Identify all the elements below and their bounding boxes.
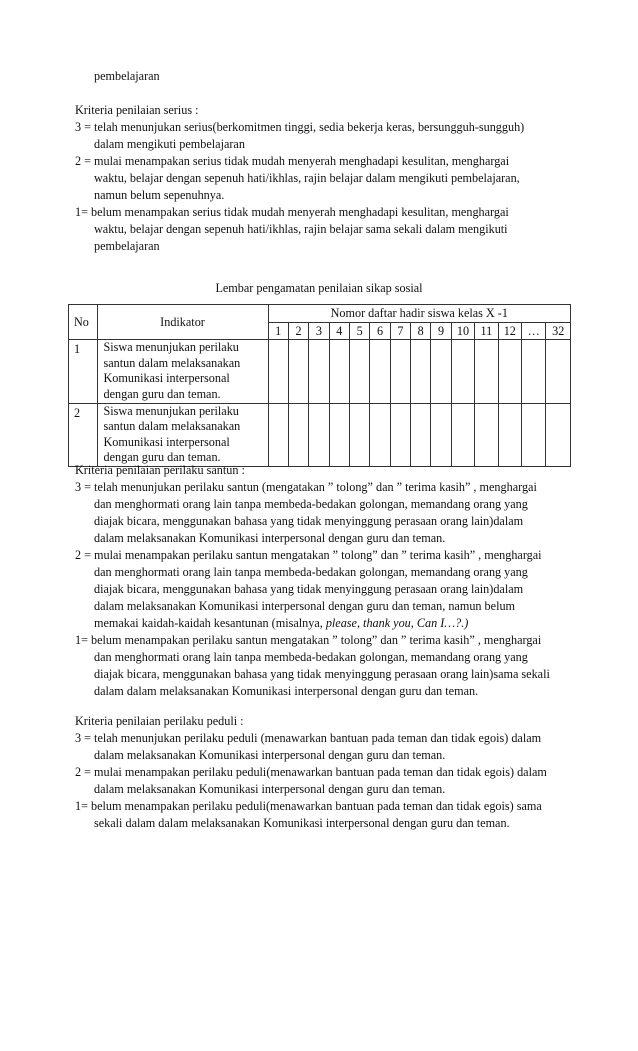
score-cell[interactable]: [390, 340, 410, 403]
text-line: diajak bicara, menggunakan bahasa yang tidak menyinggung perasaan orang lain)dalam: [94, 582, 524, 596]
student-number: 1: [268, 322, 288, 340]
text-line: dan menghormati orang lain tanpa membeda-bedakan golongan, memandang orang yang: [94, 497, 528, 511]
text-line: pembelajaran: [94, 69, 160, 83]
text-line: [94, 615, 468, 632]
student-number: 5: [349, 322, 369, 340]
score-cell[interactable]: [546, 340, 571, 403]
score-cell[interactable]: [411, 340, 431, 403]
score-cell[interactable]: [370, 340, 390, 403]
text-line: waktu, belajar dengan sepenuh hati/ikhlas, rajin belajar dalam mengikuti pembelajaran,: [94, 171, 520, 185]
indikator-line: Komunikasi interpersonal: [103, 434, 230, 449]
text-line: dalam mengikuti pembelajaran: [94, 137, 245, 151]
score-cell[interactable]: [431, 340, 451, 403]
score-cell[interactable]: [521, 403, 545, 466]
score-cell[interactable]: [475, 403, 498, 466]
criteria-heading-santun: Kriteria penilaian perilaku santun :: [75, 463, 245, 477]
text-line: dalam dalam melaksanakan Komunikasi interpersonal dengan guru dan teman.: [94, 684, 479, 698]
score-cell[interactable]: [309, 403, 329, 466]
score-cell[interactable]: [329, 340, 349, 403]
student-number: 32: [546, 322, 571, 340]
score-cell[interactable]: [268, 340, 288, 403]
text-line: pembelajaran: [94, 239, 160, 253]
text-line: 3 = telah menunjukan serius(berkomitmen tinggi, sedia bekerja keras, bersungguh-sungguh): [75, 120, 525, 134]
indikator-line: Siswa menunjukan perilaku: [103, 403, 239, 418]
score-cell[interactable]: [329, 403, 349, 466]
score-cell[interactable]: [411, 403, 431, 466]
student-number: 10: [451, 322, 474, 340]
column-header-group: Nomor daftar hadir siswa kelas X -1: [268, 305, 570, 323]
score-cell[interactable]: [498, 340, 521, 403]
student-number: 3: [309, 322, 329, 340]
score-cell[interactable]: [288, 340, 308, 403]
table-row: [69, 340, 571, 403]
text-line: 3 = telah menunjukan perilaku santun (mengatakan ” tolong” dan ” terima kasih” , menghargai: [75, 480, 537, 494]
score-cell[interactable]: [451, 403, 474, 466]
row-number: 1: [69, 340, 98, 403]
text-line: 1= belum menampakan serius tidak mudah menyerah menghadapi kesulitan, menghargai: [75, 205, 509, 219]
score-cell[interactable]: [451, 340, 474, 403]
score-cell[interactable]: [288, 403, 308, 466]
score-cell[interactable]: [309, 340, 329, 403]
text-line: 2 = mulai menampakan serius tidak mudah menyerah menghadapi kesulitan, menghargai: [75, 154, 510, 168]
criteria-heading-peduli: Kriteria penilaian perilaku peduli :: [75, 714, 244, 728]
indikator-line: dengan guru dan teman.: [103, 386, 221, 401]
student-number: 9: [431, 322, 451, 340]
score-cell[interactable]: [498, 403, 521, 466]
text-line: namun belum sepenuhnya.: [94, 188, 225, 202]
score-cell[interactable]: [349, 403, 369, 466]
indikator-line: santun dalam melaksanakan: [103, 419, 241, 434]
text-line: waktu, belajar dengan sepenuh hati/ikhlas, rajin belajar sama sekali dalam mengikuti: [94, 222, 508, 236]
text-line: dan menghormati orang lain tanpa membeda-bedakan golongan, memandang orang yang: [94, 565, 528, 579]
text-line: 1= belum menampakan perilaku santun mengatakan ” tolong” dan ” terima kasih” , menghargai: [75, 633, 542, 647]
student-number: 8: [411, 322, 431, 340]
text-line: 1= belum menampakan perilaku peduli(menawarkan bantuan pada teman dan tidak egois) sama: [75, 799, 542, 813]
text-line: 2 = mulai menampakan perilaku peduli(menawarkan bantuan pada teman dan tidak egois) dalam: [75, 765, 547, 779]
observation-table: [68, 304, 571, 467]
text-line: dalam melaksanakan Komunikasi interpersonal dengan guru dan teman.: [94, 782, 446, 796]
indikator-line: dengan guru dan teman.: [103, 450, 221, 465]
text-segment: memakai kaidah-kaidah kesantunan (misalnya,: [94, 616, 326, 630]
text-line: dalam melaksanakan Komunikasi interpersonal dengan guru dan teman, namun belum: [94, 599, 516, 613]
score-cell[interactable]: [475, 340, 498, 403]
text-line: diajak bicara, menggunakan bahasa yang tidak menyinggung perasaan orang lain)dalam: [94, 514, 524, 528]
indikator-line: Komunikasi interpersonal: [103, 371, 230, 386]
criteria-heading-serius: Kriteria penilaian serius :: [75, 103, 199, 117]
score-cell[interactable]: [370, 403, 390, 466]
row-number: 2: [69, 403, 98, 466]
indikator-cell: [97, 403, 268, 466]
indikator-cell: [97, 340, 268, 403]
student-number: 12: [498, 322, 521, 340]
text-line: 3 = telah menunjukan perilaku peduli (menawarkan bantuan pada teman dan tidak egois) dalam: [75, 731, 542, 745]
student-number: 7: [390, 322, 410, 340]
student-number: 11: [475, 322, 498, 340]
text-line: dalam melaksanakan Komunikasi interpersonal dengan guru dan teman.: [94, 531, 446, 545]
score-cell[interactable]: [268, 403, 288, 466]
text-line: sekali dalam dalam melaksanakan Komunikasi interpersonal dengan guru dan teman.: [94, 816, 510, 830]
text-line: 2 = mulai menampakan perilaku santun mengatakan ” tolong” dan ” terima kasih” , menghargai: [75, 548, 542, 562]
score-cell[interactable]: [546, 403, 571, 466]
student-number: 6: [370, 322, 390, 340]
indikator-line: santun dalam melaksanakan: [103, 355, 241, 370]
column-header-indikator: Indikator: [97, 305, 268, 340]
text-line: dan menghormati orang lain tanpa membeda-bedakan golongan, memandang orang yang: [94, 650, 528, 664]
score-cell[interactable]: [349, 340, 369, 403]
italic-example: please, thank you, Can I…?.): [325, 616, 469, 630]
student-number: 4: [329, 322, 349, 340]
column-header-no: No: [69, 305, 98, 340]
text-line: dalam melaksanakan Komunikasi interpersonal dengan guru dan teman.: [94, 748, 446, 762]
table-title: Lembar pengamatan penilaian sikap sosial: [215, 281, 423, 295]
student-number: 2: [288, 322, 308, 340]
score-cell[interactable]: [521, 340, 545, 403]
score-cell[interactable]: [431, 403, 451, 466]
score-cell[interactable]: [390, 403, 410, 466]
indikator-line: Siswa menunjukan perilaku: [103, 340, 239, 355]
student-number-ellipsis: …: [521, 322, 545, 340]
text-line: diajak bicara, menggunakan bahasa yang tidak menyinggung perasaan orang lain)sama sekali: [94, 667, 550, 681]
table-row: [69, 403, 571, 466]
